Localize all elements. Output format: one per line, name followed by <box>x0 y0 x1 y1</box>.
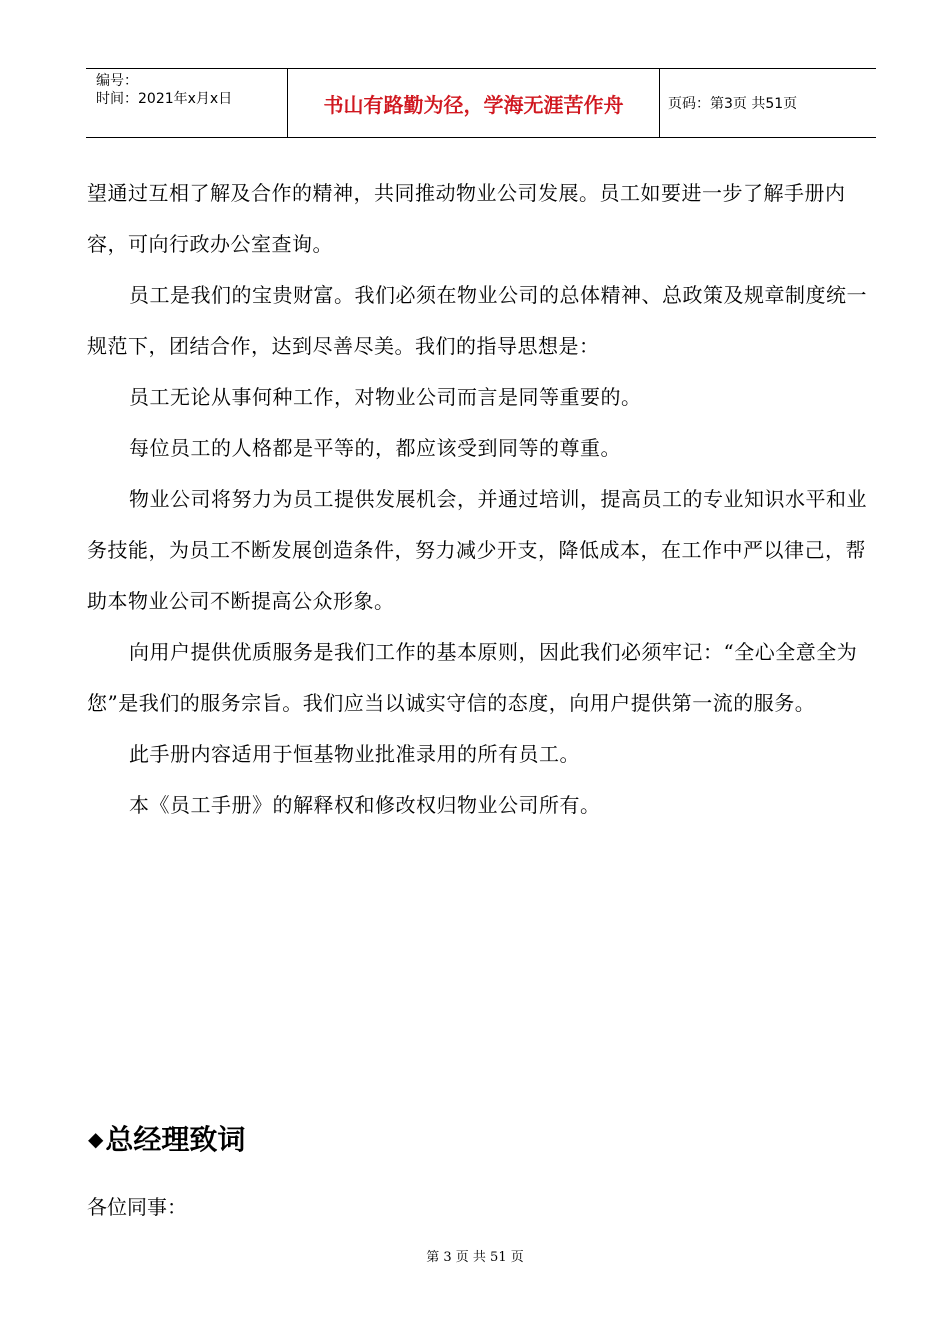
paragraph-continued: 望通过互相了解及合作的精神，共同推动物业公司发展。员工如要进一步了解手册内容，可向行政办公室查询。 <box>87 181 846 256</box>
page-header <box>86 68 876 138</box>
header-page-info: 页码：第3页 共51页 <box>668 96 798 112</box>
paragraph: 本《员工手册》的解释权和修改权归物业公司所有。 <box>129 793 601 817</box>
paragraph: 员工无论从事何种工作，对物业公司而言是同等重要的。 <box>129 385 642 409</box>
section-heading <box>88 1118 245 1158</box>
paragraph: 每位员工的人格都是平等的，都应该受到同等的尊重。 <box>129 436 621 460</box>
document-body <box>87 168 877 831</box>
document-time-label: 时间：2021年x月x日 <box>96 91 233 107</box>
header-meta-cell <box>86 69 288 137</box>
page-footer: 第 3 页 共 51 页 <box>426 1250 524 1265</box>
section-title-text: 总经理致词 <box>105 1123 246 1156</box>
header-motto: 书山有路勤为径，学海无涯苦作舟 <box>288 69 660 137</box>
diamond-bullet-icon: ◆ <box>88 1127 104 1151</box>
paragraph: 物业公司将努力为员工提供发展机会，并通过培训，提高员工的专业知识水平和业务技能，为员工不断发展创造条件，努力减少开支，降低成本，在工作中严以律己，帮助本物业公司不断提高公众形象。 <box>87 487 867 613</box>
paragraph: 此手册内容适用于恒基物业批准录用的所有员工。 <box>129 742 580 766</box>
paragraph: 向用户提供优质服务是我们工作的基本原则，因此我们必须牢记：“全心全意全为您”是我们的服务宗旨。我们应当以诚实守信的态度，向用户提供第一流的服务。 <box>87 640 858 715</box>
salutation: 各位同事： <box>87 1195 187 1219</box>
paragraph: 员工是我们的宝贵财富。我们必须在物业公司的总体精神、总政策及规章制度统一规范下，团结合作，达到尽善尽美。我们的指导思想是： <box>87 283 867 358</box>
document-number-label: 编号： <box>96 73 138 89</box>
